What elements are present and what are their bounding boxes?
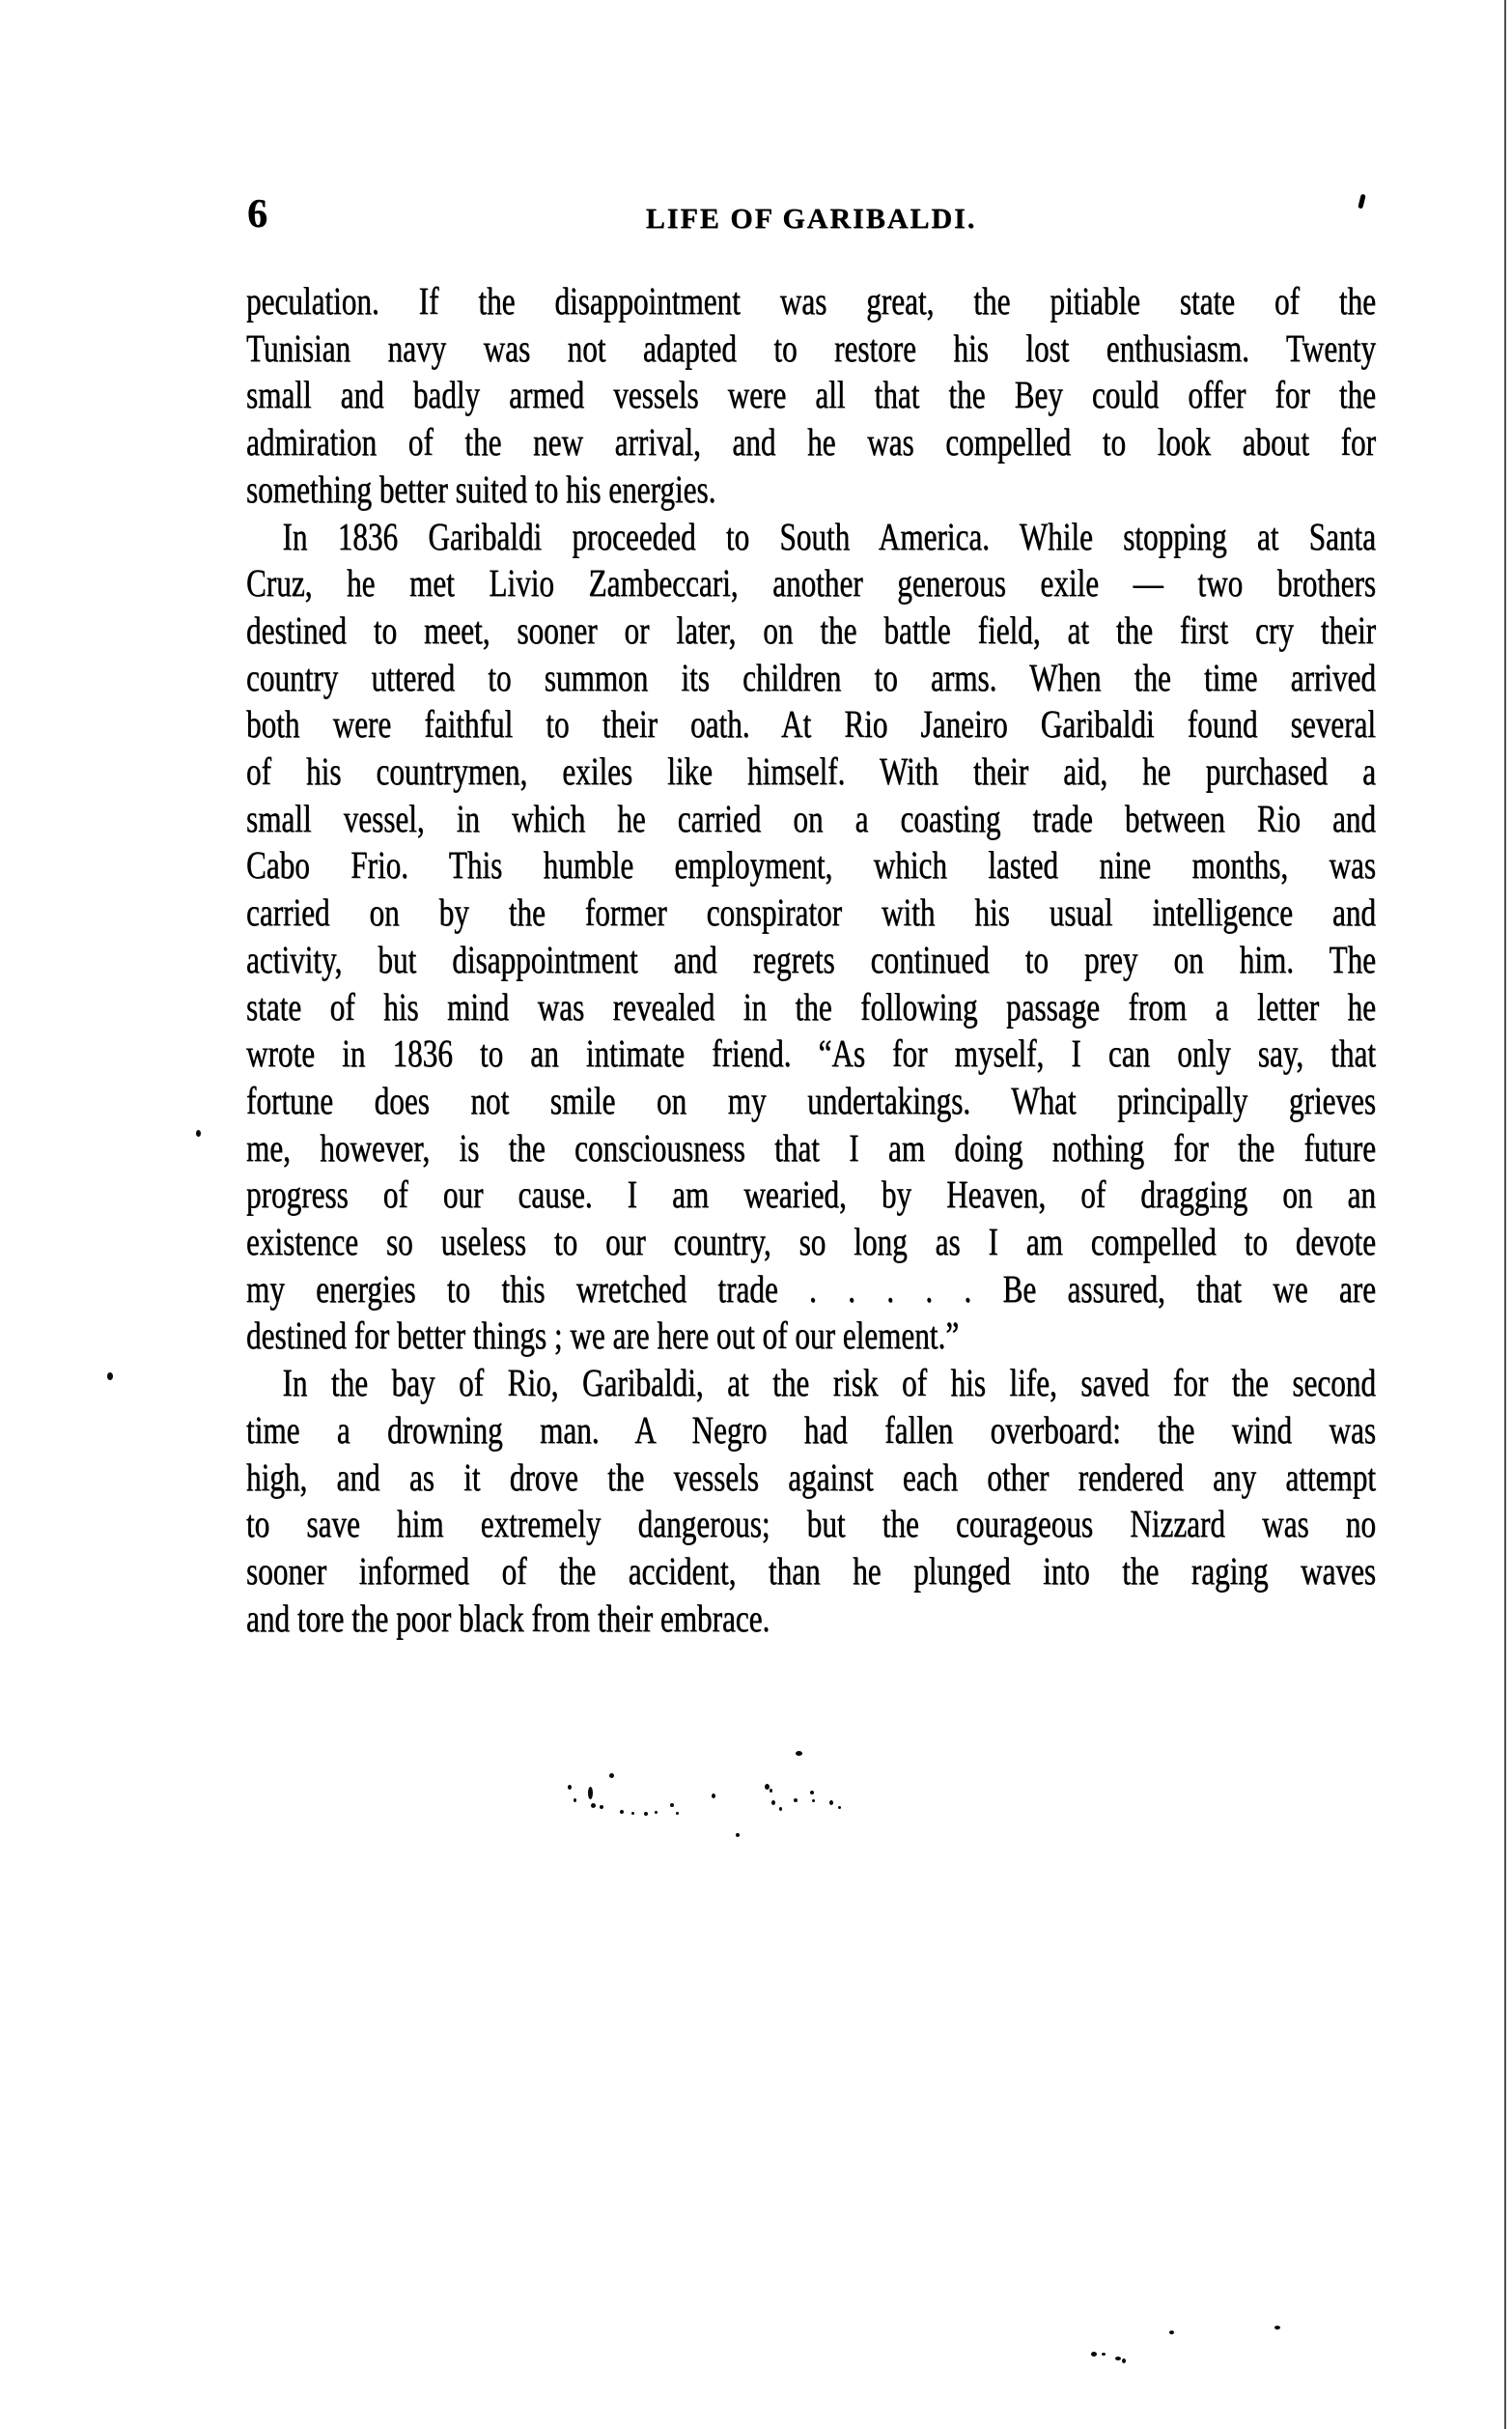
text-line: Cruz, he met Livio Zambeccari, another generous exile — two brothers <box>246 561 1376 606</box>
text-line: progress of our cause. I am wearied, by Heaven, of dragging on an <box>246 1172 1376 1217</box>
text-line: admiration of the new arrival, and he was compelled to look about for <box>246 420 1376 465</box>
ink-speck <box>600 1805 603 1809</box>
text-line: fortune does not smile on my undertakings. What principally grieves <box>246 1078 1376 1122</box>
page-number: 6 <box>247 192 267 237</box>
text-line: wrote in 1836 to an intimate friend. “As for myself, I can only say, that <box>246 1031 1376 1076</box>
ink-speck <box>588 1787 593 1799</box>
ink-speck <box>670 1803 674 1807</box>
ink-speck <box>644 1812 648 1816</box>
ink-speck <box>655 1811 658 1814</box>
ink-speck <box>631 1812 634 1815</box>
ink-speck <box>1122 2358 1126 2363</box>
ink-speck <box>609 1773 614 1778</box>
text-line: something better suited to his energies. <box>246 466 716 511</box>
text-line: to save him extremely dangerous; but the courageous Nizzard was no <box>246 1502 1376 1546</box>
ink-speck <box>620 1810 624 1814</box>
text-line: Tunisian navy was not adapted to restore his lost enthusiasm. Twenty <box>246 325 1376 370</box>
text-block <box>246 278 1376 1642</box>
text-line: In the bay of Rio, Garibaldi, at the risk of his life, saved for the second <box>282 1361 1377 1405</box>
text-line: high, and as it drove the vessels against each other rendered any attempt <box>246 1455 1376 1499</box>
text-line: peculation. If the disappointment was great, the pitiable state of the <box>246 279 1376 323</box>
text-line: activity, but disappointment and regrets continued to prey on him. The <box>246 937 1376 981</box>
text-line: carried on by the former conspirator with his usual intelligence and <box>246 890 1376 935</box>
ink-speck <box>770 1789 772 1793</box>
ink-speck <box>771 1800 775 1805</box>
ink-speck <box>812 1799 815 1802</box>
text-line: small vessel, in which he carried on a coasting trade between Rio and <box>246 796 1376 840</box>
text-line: destined to meet, sooner or later, on the battle field, at the first cry their <box>246 607 1376 652</box>
ink-speck <box>568 1785 572 1790</box>
ink-speck <box>1115 2357 1121 2360</box>
ink-speck <box>736 1833 740 1837</box>
ink-speck <box>779 1807 782 1811</box>
ink-speck <box>1091 2352 1097 2357</box>
ink-speck <box>829 1800 833 1805</box>
text-line: time a drowning man. A Negro had fallen overboard: the wind was <box>246 1407 1376 1452</box>
text-line: In 1836 Garibaldi proceeded to South America. While stopping at Santa <box>282 514 1377 558</box>
ink-speck <box>196 1130 201 1137</box>
ink-speck <box>1102 2353 1106 2356</box>
ink-speck <box>712 1794 715 1798</box>
ink-speck <box>591 1803 596 1808</box>
text-line: of his countrymen, exiles like himself. With their aid, he purchased a <box>246 749 1376 794</box>
running-title: LIFE OF GARIBALDI. <box>645 203 977 235</box>
ink-speck <box>1169 2330 1174 2334</box>
ink-speck <box>794 1798 798 1802</box>
ink-speck <box>1274 2326 1280 2330</box>
text-line: Cabo Frio. This humble employment, which lasted nine months, was <box>246 843 1376 888</box>
ink-speck <box>107 1372 113 1380</box>
text-line: small and badly armed vessels were all that the Bey could offer for the <box>246 373 1376 417</box>
text-line: state of his mind was revealed in the following passage from a letter he <box>246 984 1376 1029</box>
text-line: me, however, is the consciousness that I am doing nothing for the future <box>246 1125 1376 1170</box>
text-line: sooner informed of the accident, than he plunged into the raging waves <box>246 1548 1376 1593</box>
text-line: country uttered to summon its children to arms. When the time arrived <box>246 655 1376 699</box>
text-line: and tore the poor black from their embrace. <box>246 1596 770 1640</box>
text-line: both were faithful to their oath. At Rio Janeiro Garibaldi found several <box>246 702 1376 747</box>
text-line: destined for better things ; we are here out of our element.” <box>246 1313 960 1358</box>
ink-speck <box>676 1812 679 1815</box>
ink-speck <box>810 1791 814 1794</box>
text-line: existence so useless to our country, so long as I am compelled to devote <box>246 1220 1376 1264</box>
ink-speck <box>796 1751 802 1756</box>
ink-speck <box>838 1806 841 1809</box>
page-edge-scan-line <box>1504 0 1506 2429</box>
ink-speck <box>574 1798 576 1802</box>
text-line: my energies to this wretched trade . . . . . Be assured, that we are <box>246 1266 1376 1311</box>
